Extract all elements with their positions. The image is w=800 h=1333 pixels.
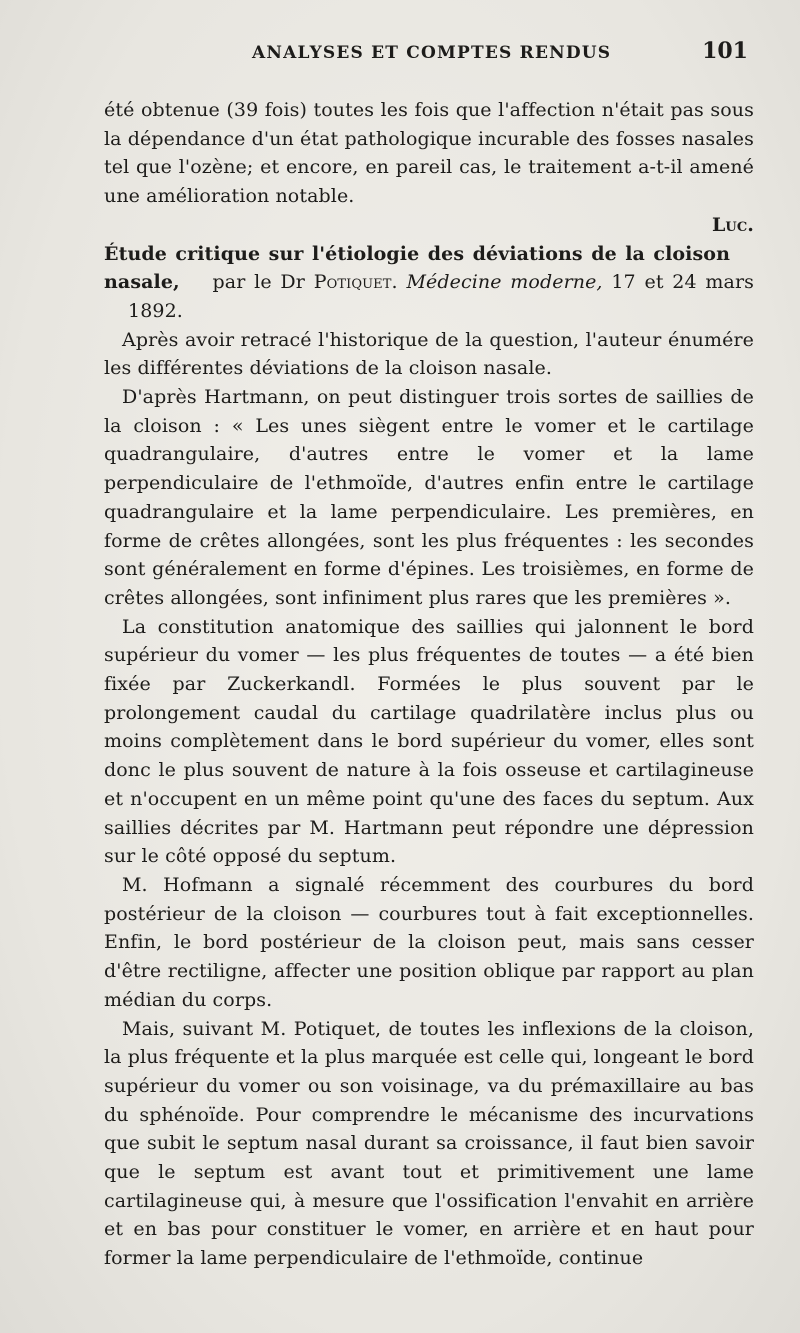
running-title: ANALYSES ET COMPTES RENDUS	[252, 43, 612, 63]
carryover-paragraph: été obtenue (39 fois) toutes les fois que l'affection n'était pas sous la dépendance d'un état pathologique incurable des fosses nasales tel que l'ozène; et encore, en pareil cas, le traitement a-t-il amené une amélioration notable.	[104, 99, 754, 208]
paragraph: Mais, suivant M. Potiquet, de toutes les inflexions de la cloison, la plus fréquente et la plus marquée est celle qui, longeant le bord supérieur du vomer ou son voisinage, va du prémaxillaire au bas du sphénoïde. Pour comprendre le mécanisme des incurvations que subit le septum nasal durant sa croissance, il faut bien savoir que le septum est avant tout et primitivement une lame cartilagineuse qui, à mesure que l'ossification l'envahit en arrière et en bas pour constituer le vomer, en arrière et en haut pour former la lame perpendiculaire de l'ethmoïde, continue	[104, 1017, 754, 1270]
byline-prefix: par le Dr	[212, 271, 305, 294]
article-journal: Médecine moderne,	[406, 271, 603, 294]
paragraph: Après avoir retracé l'historique de la question, l'auteur énumére les différentes déviations de la cloison nasale.	[104, 328, 754, 380]
article-title: Étude critique sur l'étiologie des déviations de la cloison nasale,	[104, 242, 730, 294]
article-date: 17 et 24 mars 1892.	[128, 271, 755, 322]
body-text	[104, 96, 754, 1273]
article-author: Potiquet.	[313, 271, 398, 294]
page-number: 101	[702, 38, 748, 64]
running-head	[104, 38, 754, 82]
paragraph: La constitution anatomique des saillies qui jalonnent le bord supérieur du vomer — les plus fréquentes de toutes — a été bien fixée par Zuckerkandl. Formées le plus souvent par le prolongement caudal du cartilage quadrilatère inclus plus ou moins complètement dans le bord supérieur du vomer, elles sont donc le plus souvent de nature à la fois osseuse et cartilagineuse et n'occupent en un même point qu'une des faces du septum. Aux saillies décrites par M. Hartmann peut répondre une dépression sur le côté opposé du septum.	[104, 615, 754, 868]
review-signature: Luc.	[711, 213, 754, 236]
paragraph: D'après Hartmann, on peut distinguer trois sortes de saillies de la cloison : « Les unes siègent entre le vomer et le cartilage quadrangulaire, d'autres entre le vomer et la lame perpendiculaire de l'ethmoïde, d'autres enfin entre le cartilage quadrangulaire et la lame perpendiculaire. Les premières, en forme de crêtes allongées, sont les plus fréquentes : les secondes sont généralement en forme d'épines. Les troisièmes, en forme de crêtes allongées, sont infiniment plus rares que les premières ».	[104, 386, 754, 609]
article-heading	[104, 240, 754, 326]
paragraph: M. Hofmann a signalé récemment des courbures du bord postérieur de la cloison — courbures tout à fait exceptionnelles. Enfin, le bord postérieur de la cloison peut, mais sans cesser d'être rectiligne, affecter une position oblique par rapport au plan médian du corps.	[104, 873, 754, 1011]
